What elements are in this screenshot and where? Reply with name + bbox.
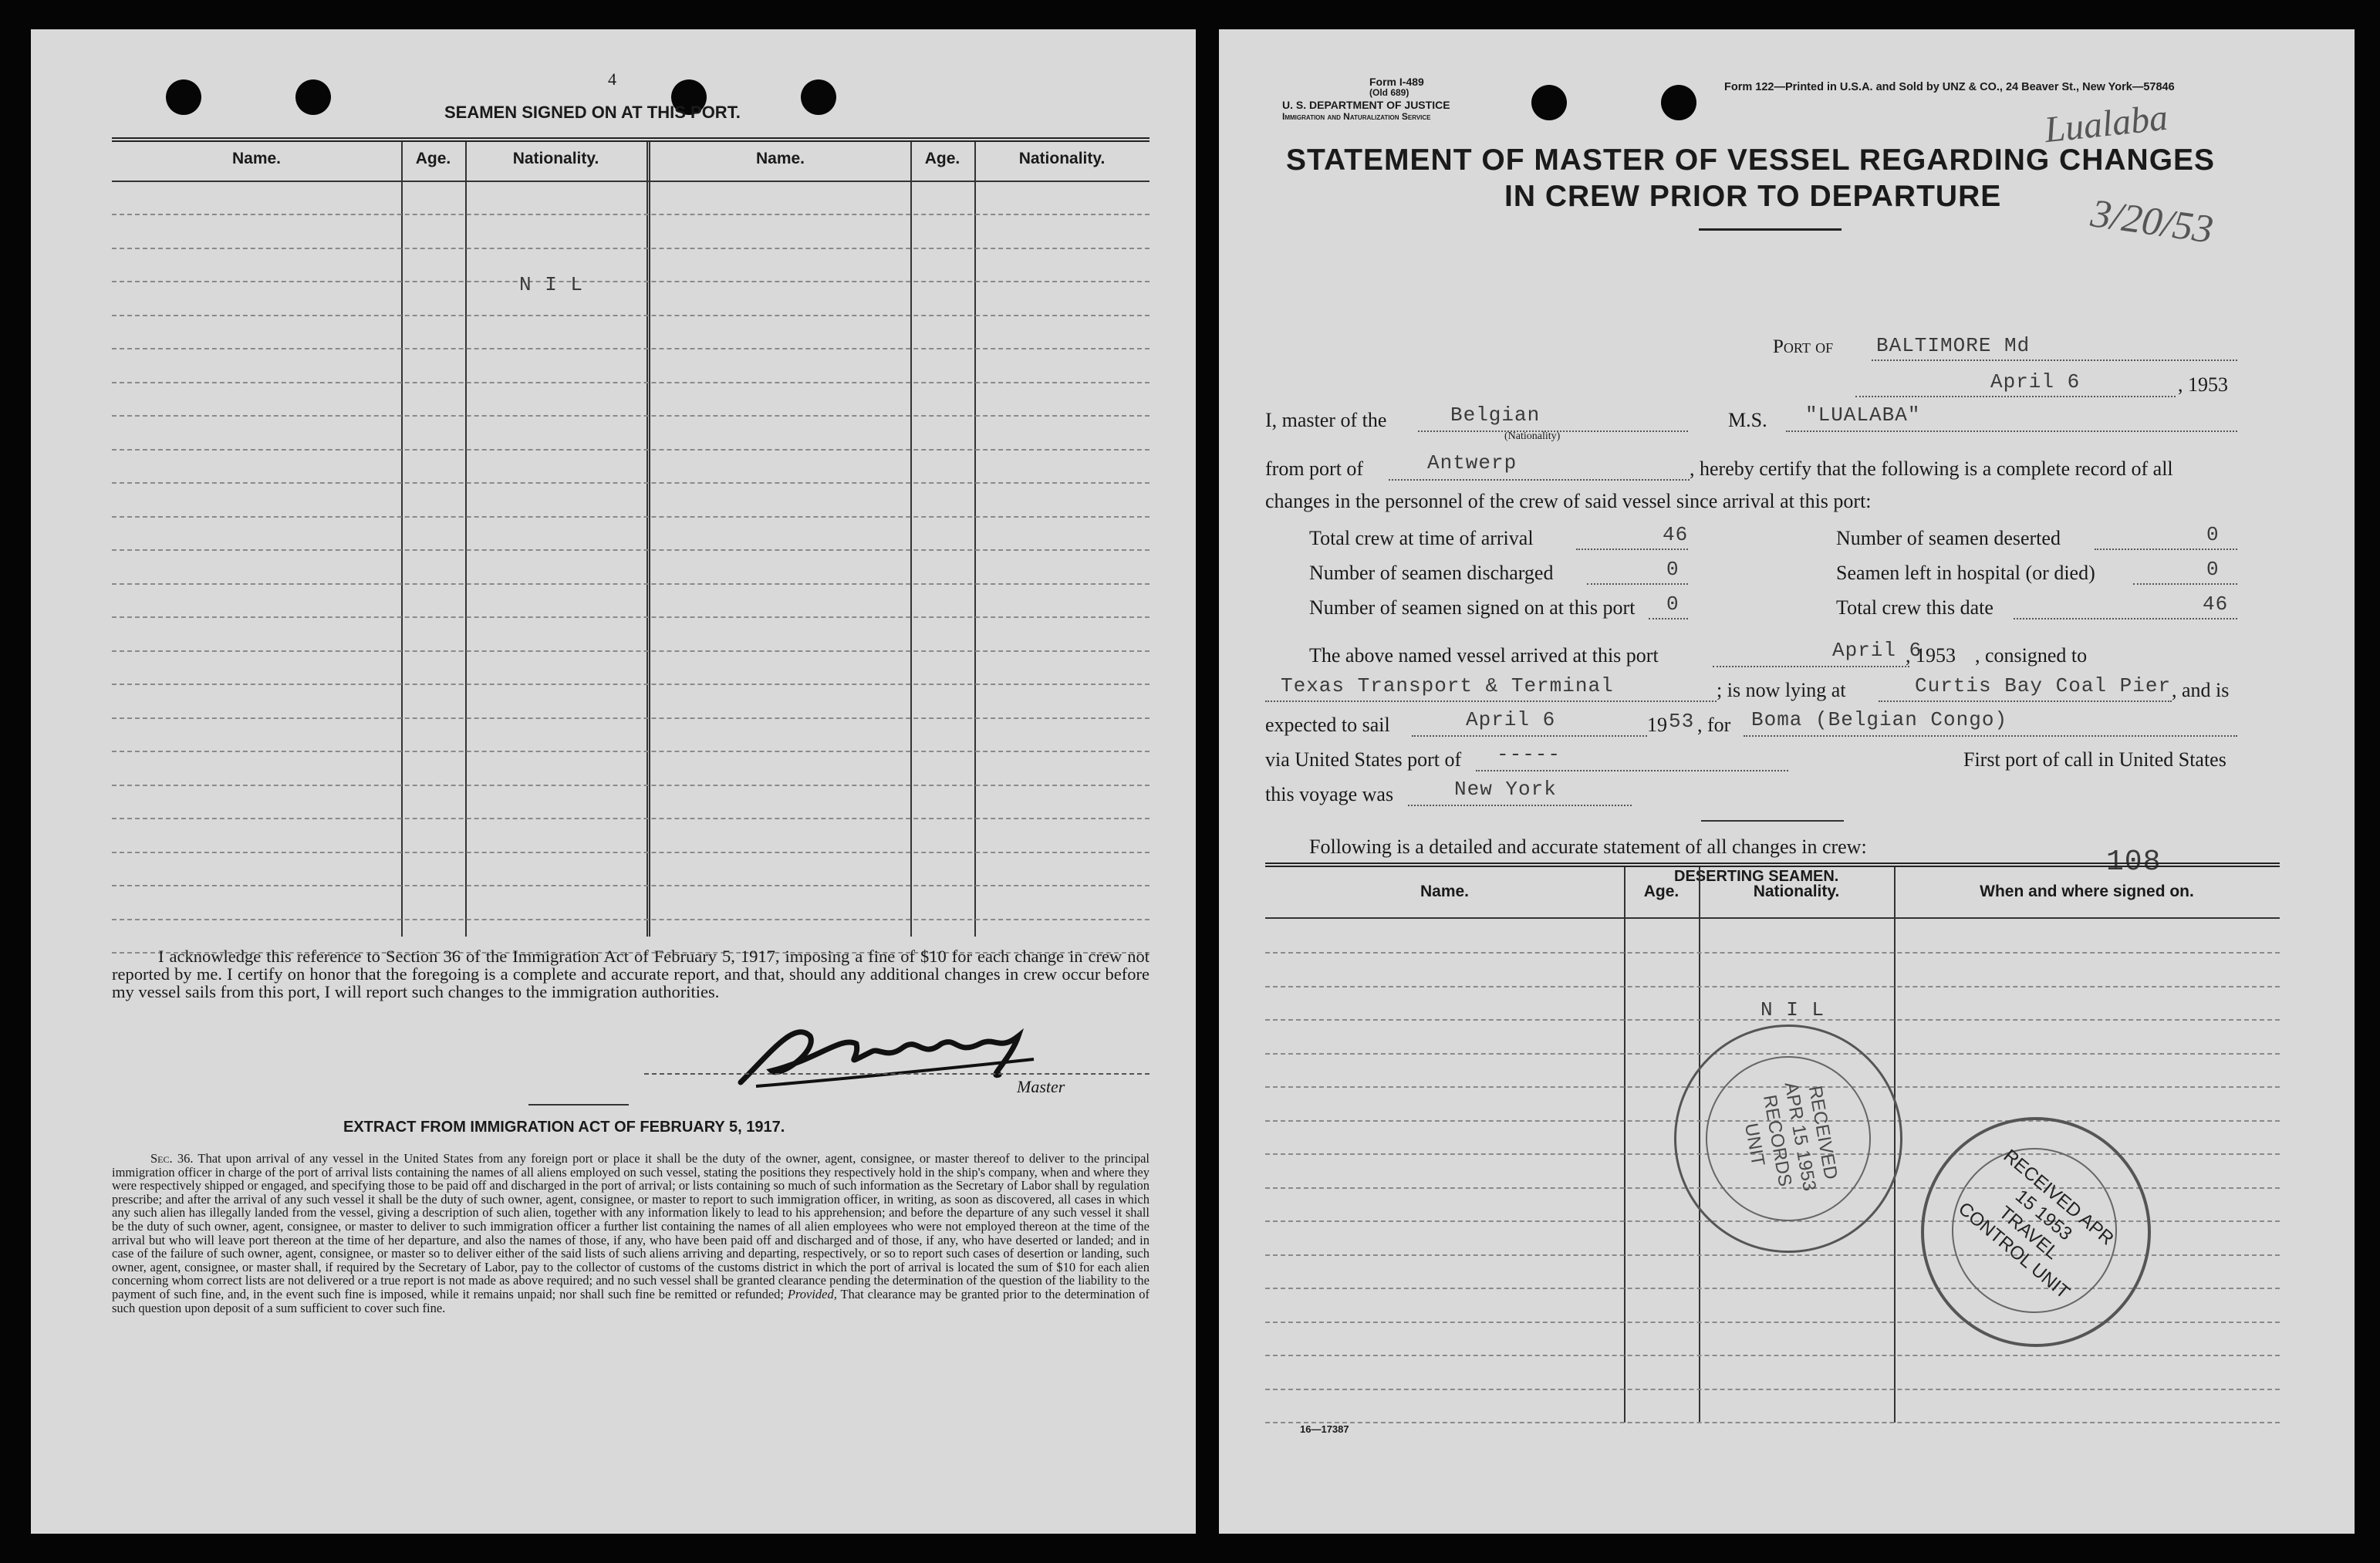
sail-year-prefix: 19 xyxy=(1647,714,1667,736)
voyage-value: New York xyxy=(1454,778,1557,801)
column-header: Age. xyxy=(415,150,451,167)
column-header: Age. xyxy=(924,150,960,167)
printer-note: Form 122—Printed in U.S.A. and Sold by UNZ & CO., 24 Beaver St., New York—57846 xyxy=(1724,81,2175,93)
column-header: Nationality. xyxy=(1753,883,1840,900)
column-header: Nationality. xyxy=(512,150,599,167)
form-number: Form I-489 xyxy=(1369,76,1424,88)
hospital-value: 0 xyxy=(2206,558,2220,581)
table-row-rule xyxy=(112,616,1149,618)
certify-text-2: changes in the personnel of the crew of said vessel since arrival at this port: xyxy=(1265,490,1872,512)
column-header: Name. xyxy=(1420,883,1470,900)
table-row-rule xyxy=(112,919,1149,920)
footer-code: 16—17387 xyxy=(1300,1423,1349,1435)
table-row-rule xyxy=(1265,952,2280,954)
total-date-value: 46 xyxy=(2203,592,2229,616)
column-header: Name. xyxy=(231,150,282,167)
divider xyxy=(1701,820,1844,822)
extract-text: Sec. 36. That upon arrival of any vessel in the United States from any foreign port or place it shall be the duty of the owner, agent, consignee, or master thereof to deliver to the principal immigration officer in charge of the port of arrival lists containing the names of all aliens employed on such vessel, stating the positions they respectively hold in the ship's company, when and where they were respectively shipped or engaged, and specifying those to be paid off and discharged in the port of arrival; or lists containing so much of such information as the Secretary of Labor shall by regulation prescribe; and after the arrival of any such vessel it shall be the duty of such owner, agent, consignee, or master to report to such immigration officer, in writing, as soon as discovered, all cases in which any such alien has illegally landed from the vessel, giving a description of such alien, together with any information likely to lead to his apprehension; and before the departure of any such vessel it shall be the duty of such owner, agent, consignee, or master to deliver to such immigration officer a further list containing the names of all alien employees who were not employed thereon at the time of the arrival but who will leave port thereon at the time of her departure, and also the names of those, if any, who have been paid off and discharged and of those, if any, who have deserted or landed; and in case of the failure of such owner, agent, consignee, or master so to deliver either of the said lists of such aliens arriving and departing, respectively, or so to report such cases of desertion or landing, such owner, agent, consignee, or master shall, if required by the Secretary of Labor, pay to the collector of customs of the customs district in which the port of arrival is located the sum of $10 for each alien concerning whom correct lists are not delivered or a true report is not made as above required; and no such vessel shall be granted clearance pending the determination of the question of the liability to the payment of such fine, and, in the event such fine is imposed, while it remains unpaid; nor shall such fine be remitted or refunded; Provided, That clearance may be granted prior to the determination of such question upon deposit of a sum sufficient to cover such fine. xyxy=(112,1151,1150,1315)
received-stamp xyxy=(1921,1117,2151,1347)
arrived-label: The above named vessel arrived at this port xyxy=(1309,644,1659,667)
nationality-caption: (Nationality) xyxy=(1504,430,1561,442)
form-old: (Old 689) xyxy=(1369,87,1409,98)
table-row-rule xyxy=(112,852,1149,853)
table-row-rule xyxy=(112,583,1149,585)
deserted-value: 0 xyxy=(2206,523,2220,546)
for-label: , for xyxy=(1697,714,1731,736)
master-label: I, master of the xyxy=(1265,409,1387,431)
table-row-rule xyxy=(112,382,1149,383)
stamp-text: RECEIVED APR 15 1953 RECORDS UNIT xyxy=(1740,1080,1842,1193)
divider xyxy=(528,1104,629,1106)
lying-label: ; is now lying at xyxy=(1717,679,1846,701)
nationality-value: Belgian xyxy=(1450,403,1541,427)
table-row-rule xyxy=(112,684,1149,685)
column-header: Name. xyxy=(755,150,805,167)
table-row-rule xyxy=(1265,1389,2280,1390)
port-value: BALTIMORE Md xyxy=(1876,334,2031,357)
table-row-rule xyxy=(112,717,1149,719)
lying-end: , and is xyxy=(2172,679,2230,701)
signed-value: 0 xyxy=(1666,592,1680,616)
page-number: 4 xyxy=(608,69,616,89)
ship-prefix: M.S. xyxy=(1728,409,1767,431)
extract-title: EXTRACT FROM IMMIGRATION ACT OF FEBRUARY 5, 1917. xyxy=(343,1119,785,1136)
divider xyxy=(1699,228,1842,231)
table-row-rule xyxy=(112,818,1149,819)
first-port-label: First port of call in United States xyxy=(1963,748,2226,771)
nil-entry: N I L xyxy=(1761,998,1825,1021)
discharged-value: 0 xyxy=(1666,558,1680,581)
deserting-title: DESERTING SEAMEN. xyxy=(1674,868,1839,885)
punch-hole xyxy=(1531,85,1567,120)
following-text: Following is a detailed and accurate statement of all changes in crew: xyxy=(1309,836,1867,858)
service: Immigration and Naturalization Service xyxy=(1282,111,1431,122)
master-label: Master xyxy=(1017,1077,1065,1096)
table-row-rule xyxy=(112,315,1149,316)
form-subtitle: IN CREW PRIOR TO DEPARTURE xyxy=(1504,180,2002,213)
table-row-rule xyxy=(112,549,1149,551)
table-row-rule xyxy=(112,281,1149,282)
handwritten-date: 3/20/53 xyxy=(2088,191,2216,252)
column-header: Nationality. xyxy=(1018,150,1106,167)
punch-hole xyxy=(166,79,201,115)
deserted-label: Number of seamen deserted xyxy=(1836,527,2061,549)
table-row-rule xyxy=(112,785,1149,786)
table-row-rule xyxy=(112,885,1149,886)
signed-label: Number of seamen signed on at this port xyxy=(1309,596,1636,619)
table-row-rule xyxy=(112,348,1149,349)
stamp-text: RECEIVED APR 15 1953 TRAVEL CONTROL UNIT xyxy=(1954,1145,2118,1303)
form-title: STATEMENT OF MASTER OF VESSEL REGARDING CHANGES xyxy=(1286,143,2216,177)
ship-name: "LUALABA" xyxy=(1805,403,1921,427)
consigned-label: , consigned to xyxy=(1975,644,2088,667)
total-arrival-value: 46 xyxy=(1663,523,1689,546)
date-value: April 6 xyxy=(1990,370,2081,393)
nil-entry: N I L xyxy=(519,273,584,296)
consignee-value: Texas Transport & Terminal xyxy=(1281,674,1614,697)
punch-hole xyxy=(1661,85,1696,120)
discharged-label: Number of seamen discharged xyxy=(1309,562,1554,584)
table-row-rule xyxy=(1265,1322,2280,1323)
from-port-value: Antwerp xyxy=(1427,451,1517,474)
via-value: ----- xyxy=(1497,743,1561,766)
total-arrival-label: Total crew at time of arrival xyxy=(1309,527,1534,549)
table-row-rule xyxy=(112,214,1149,215)
port-label: Port of xyxy=(1773,336,1834,357)
sail-value: April 6 xyxy=(1466,708,1556,731)
table-row-rule xyxy=(112,516,1149,518)
signed-on-table xyxy=(112,137,1149,937)
right-page xyxy=(1219,29,2355,1534)
punch-hole xyxy=(801,79,836,115)
certify-text: , hereby certify that the following is a complete record of all xyxy=(1690,457,2173,480)
from-port-label: from port of xyxy=(1265,457,1364,480)
left-page xyxy=(31,29,1196,1534)
via-label: via United States port of xyxy=(1265,748,1462,771)
table-row-rule xyxy=(112,650,1149,652)
table-row-rule xyxy=(112,449,1149,451)
table-row-rule xyxy=(112,751,1149,752)
handwritten-vessel: Lualaba xyxy=(2042,96,2170,151)
arrived-value: April 6 xyxy=(1832,639,1923,662)
table-row-rule xyxy=(1265,1355,2280,1356)
lying-value: Curtis Bay Coal Pier xyxy=(1915,674,2172,697)
column-header: Age. xyxy=(1643,883,1680,900)
sail-label: expected to sail xyxy=(1265,714,1390,736)
arrived-year: , 1953 xyxy=(1906,644,1956,667)
column-header: When and where signed on. xyxy=(1980,883,2194,900)
table-row-rule xyxy=(112,482,1149,484)
table-row-rule xyxy=(1265,1422,2280,1423)
table-row-rule xyxy=(1265,986,2280,987)
hospital-label: Seamen left in hospital (or died) xyxy=(1836,562,2095,584)
received-stamp xyxy=(1674,1025,1902,1253)
date-year: , 1953 xyxy=(2178,373,2228,396)
total-date-label: Total crew this date xyxy=(1836,596,1993,619)
voyage-label: this voyage was xyxy=(1265,783,1394,805)
code-number: 108 xyxy=(2106,846,2162,879)
for-value: Boma (Belgian Congo) xyxy=(1751,708,2008,731)
sail-year: 53 xyxy=(1669,710,1695,733)
acknowledgment-text: I acknowledge this reference to Section 36 of the Immigration Act of February 5, 1917, imposing a fine of $10 for each change in crew not reported by me. I certify on honor that the foregoing is a complete and accurate report, and that, should any additional changes in crew occur before my vessel sails from this port, I will report such changes to the immigration authorities. xyxy=(112,947,1149,1001)
punch-hole xyxy=(295,79,331,115)
master-signature xyxy=(725,1005,1065,1098)
section-title: SEAMEN SIGNED ON AT THIS PORT. xyxy=(444,103,741,122)
table-row-rule xyxy=(112,415,1149,417)
department: U. S. DEPARTMENT OF JUSTICE xyxy=(1282,99,1450,111)
table-row-rule xyxy=(112,248,1149,249)
